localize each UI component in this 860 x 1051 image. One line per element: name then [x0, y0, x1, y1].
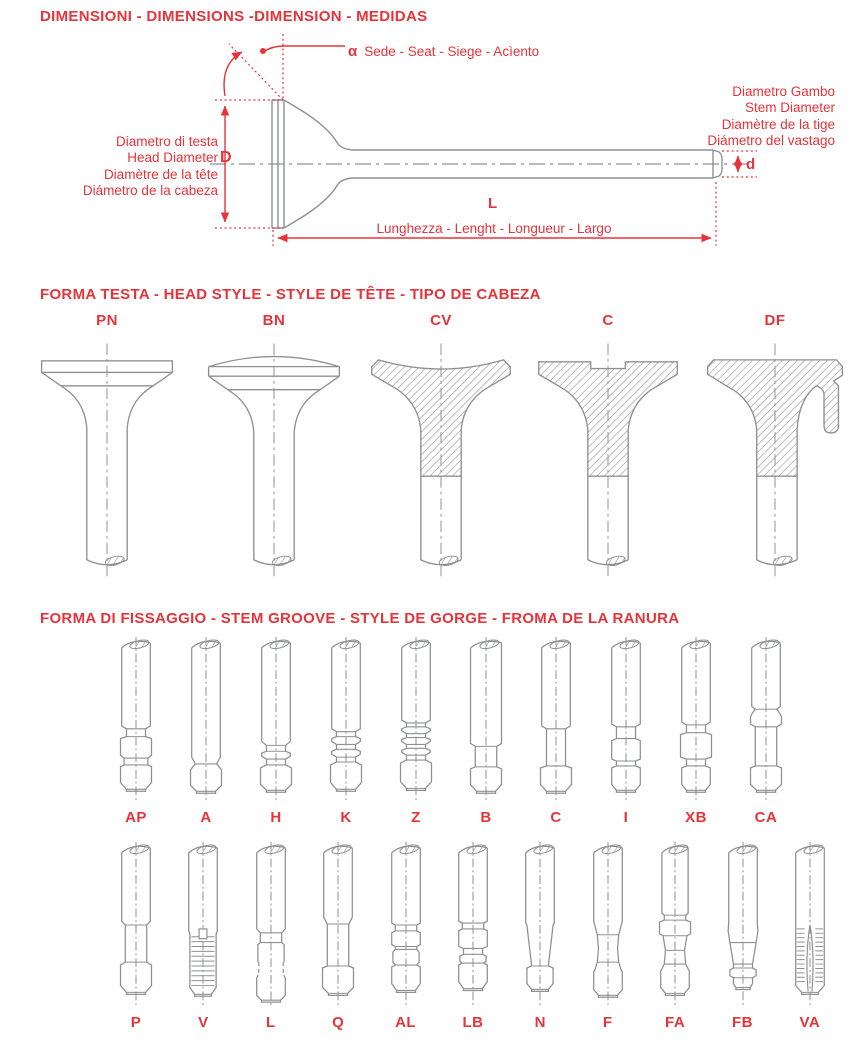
stem-groove-z	[392, 636, 440, 826]
stem-drawing-ca	[743, 636, 789, 804]
stem-drawing-xb	[673, 636, 719, 804]
stem-groove-code: AP	[125, 809, 147, 826]
stem-drawing-f	[585, 841, 631, 1009]
stem-groove-code: XB	[685, 809, 707, 826]
valve-head-drawing-c	[531, 332, 685, 582]
stem-groove-code: LB	[462, 1014, 484, 1031]
stem-groove-ca	[742, 636, 790, 826]
stem-groove-code: F	[602, 1014, 613, 1031]
stem-groove-code: A	[200, 809, 212, 826]
stem-groove-code: I	[623, 809, 629, 826]
stem-drawing-va	[787, 841, 833, 1009]
valve-dimension-diagram	[0, 32, 860, 284]
head-style-code: CV	[430, 312, 452, 329]
stem-groove-code: VA	[799, 1014, 821, 1031]
stem-groove-k	[322, 636, 370, 826]
length-symbol: L	[488, 195, 498, 212]
stem-groove-code: V	[198, 1014, 209, 1031]
stem-drawing-k	[323, 636, 369, 804]
stem-groove-n	[516, 841, 564, 1031]
stem-drawing-fa	[652, 841, 698, 1009]
head-style-df	[695, 312, 855, 582]
stem-groove-a	[182, 636, 230, 826]
stem-groove-i	[602, 636, 650, 826]
head-style-bn	[194, 312, 354, 582]
stem-groove-code: K	[340, 809, 352, 826]
head-style-cv	[361, 312, 521, 582]
stem-diameter-symbol: d	[746, 156, 756, 173]
stem-drawing-ap	[113, 636, 159, 804]
dimensions-section-title: DIMENSIONI - DIMENSIONS -DIMENSION - MEDIDAS	[40, 8, 428, 25]
stem-groove-c	[532, 636, 580, 826]
head-style-c	[528, 312, 688, 582]
stem-groove-fb	[719, 841, 767, 1031]
stem-drawing-c	[533, 636, 579, 804]
stem-groove-section-title: FORMA DI FISSAGGIO - STEM GROOVE - STYLE DE GORGE - FROMA DE LA RANURA	[40, 610, 680, 627]
stem-groove-va	[786, 841, 834, 1031]
stem-groove-code: B	[480, 809, 492, 826]
seat-label: Sede - Seat - Siege - Acìento	[364, 44, 540, 59]
stem-groove-code: H	[270, 809, 282, 826]
stem-drawing-a	[183, 636, 229, 804]
head-style-code: DF	[764, 312, 786, 329]
stem-drawing-q	[315, 841, 361, 1009]
head-style-code: BN	[262, 312, 286, 329]
stem-groove-row-1	[112, 636, 790, 826]
head-style-row	[27, 312, 855, 582]
stem-groove-f	[584, 841, 632, 1031]
stem-drawing-z	[393, 636, 439, 804]
stem-groove-fa	[651, 841, 699, 1031]
stem-groove-code: L	[265, 1014, 276, 1031]
head-diameter-label: Diametro di testa Head Diameter Diamètre de la tête Diámetro de la cabeza	[82, 134, 218, 199]
stem-drawing-i	[603, 636, 649, 804]
head-style-code: PN	[96, 312, 118, 329]
stem-drawing-fb	[720, 841, 766, 1009]
valve-head-drawing-cv	[364, 332, 518, 582]
stem-drawing-b	[463, 636, 509, 804]
stem-groove-code: Z	[411, 809, 421, 826]
stem-drawing-al	[383, 841, 429, 1009]
stem-groove-code: C	[550, 809, 562, 826]
stem-groove-lb	[449, 841, 497, 1031]
stem-groove-code: FB	[732, 1014, 754, 1031]
stem-groove-al	[382, 841, 430, 1031]
stem-groove-row-2	[112, 841, 834, 1031]
stem-drawing-n	[517, 841, 563, 1009]
stem-groove-q	[314, 841, 362, 1031]
alpha-symbol: α	[348, 43, 358, 60]
valve-head-drawing-pn	[30, 332, 184, 582]
stem-drawing-p	[113, 841, 159, 1009]
stem-groove-code: N	[534, 1014, 547, 1031]
stem-drawing-v	[180, 841, 226, 1009]
stem-groove-code: AL	[395, 1014, 417, 1031]
stem-drawing-l	[248, 841, 294, 1009]
stem-diameter-label: Diametro Gambo Stem Diameter Diamètre de la tige Diámetro del vastago	[707, 84, 835, 149]
stem-groove-code: Q	[332, 1014, 345, 1031]
length-label: Lunghezza - Lenght - Longueur - Largo	[376, 221, 612, 236]
stem-groove-code: FA	[665, 1014, 686, 1031]
head-style-code: C	[602, 312, 614, 329]
stem-groove-v	[179, 841, 227, 1031]
stem-groove-b	[462, 636, 510, 826]
stem-groove-h	[252, 636, 300, 826]
seat-angle-label	[348, 43, 539, 60]
stem-groove-ap	[112, 636, 160, 826]
stem-groove-code: CA	[754, 809, 778, 826]
stem-groove-l	[247, 841, 295, 1031]
stem-drawing-h	[253, 636, 299, 804]
head-diameter-symbol: D	[220, 149, 232, 166]
valve-head-drawing-bn	[197, 332, 351, 582]
stem-groove-p	[112, 841, 160, 1031]
stem-groove-code: P	[130, 1014, 142, 1031]
head-style-pn	[27, 312, 187, 582]
head-style-section-title: FORMA TESTA - HEAD STYLE - STYLE DE TÊTE - TIPO DE CABEZA	[40, 286, 541, 303]
stem-groove-xb	[672, 636, 720, 826]
stem-drawing-lb	[450, 841, 496, 1009]
valve-head-drawing-df	[698, 332, 852, 582]
